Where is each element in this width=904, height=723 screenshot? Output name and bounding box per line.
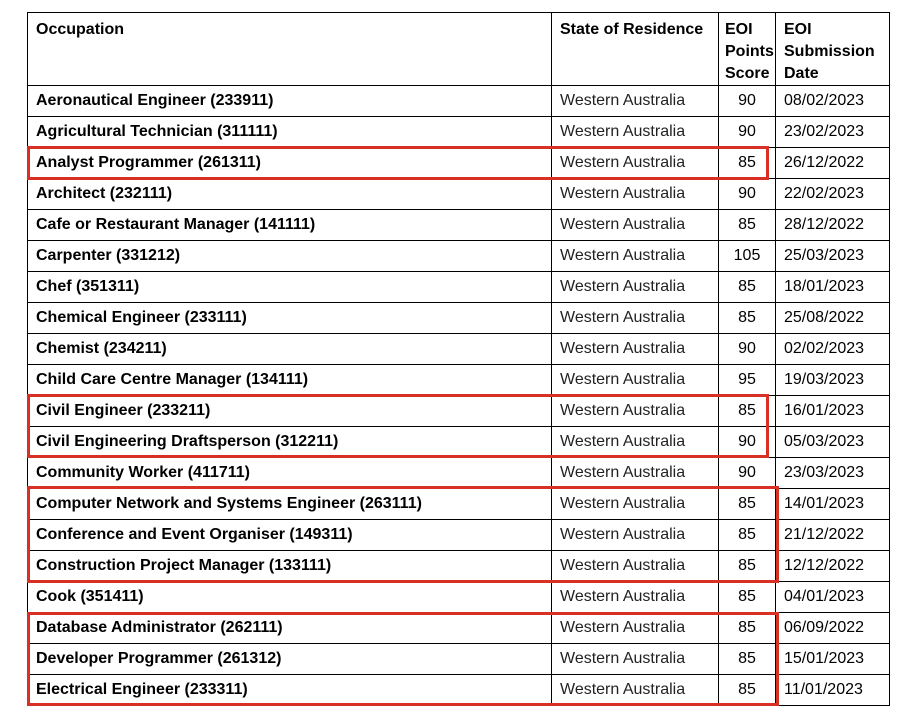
occupation-cell: Cafe or Restaurant Manager (141111) xyxy=(28,210,552,241)
date-cell: 25/08/2022 xyxy=(776,303,890,334)
score-cell: 90 xyxy=(719,334,776,365)
score-cell: 105 xyxy=(719,241,776,272)
table-row xyxy=(28,148,890,179)
date-cell: 11/01/2023 xyxy=(776,675,890,706)
state-cell: Western Australia xyxy=(552,303,719,334)
date-cell: 26/12/2022 xyxy=(776,148,890,179)
date-cell: 23/02/2023 xyxy=(776,117,890,148)
table-row xyxy=(28,582,890,613)
state-cell: Western Australia xyxy=(552,675,719,706)
table-row xyxy=(28,520,890,551)
date-cell: 21/12/2022 xyxy=(776,520,890,551)
occupation-cell: Electrical Engineer (233311) xyxy=(28,675,552,706)
table-row xyxy=(28,551,890,582)
state-cell: Western Australia xyxy=(552,458,719,489)
occupation-cell: Database Administrator (262111) xyxy=(28,613,552,644)
occupation-cell: Conference and Event Organiser (149311) xyxy=(28,520,552,551)
header-eoi-points-score xyxy=(719,13,776,86)
table-row xyxy=(28,86,890,117)
state-cell: Western Australia xyxy=(552,551,719,582)
header-score-line1: EOI xyxy=(725,21,753,38)
date-cell: 02/02/2023 xyxy=(776,334,890,365)
score-cell: 85 xyxy=(719,551,776,582)
table-row xyxy=(28,117,890,148)
occupation-cell: Carpenter (331212) xyxy=(28,241,552,272)
eoi-occupation-table xyxy=(27,12,890,706)
table-row xyxy=(28,613,890,644)
occupation-cell: Architect (232111) xyxy=(28,179,552,210)
score-cell: 85 xyxy=(719,148,776,179)
date-cell: 05/03/2023 xyxy=(776,427,890,458)
state-cell: Western Australia xyxy=(552,272,719,303)
score-cell: 85 xyxy=(719,272,776,303)
score-cell: 85 xyxy=(719,582,776,613)
score-cell: 90 xyxy=(719,458,776,489)
score-cell: 85 xyxy=(719,396,776,427)
date-cell: 14/01/2023 xyxy=(776,489,890,520)
table-row xyxy=(28,241,890,272)
date-cell: 18/01/2023 xyxy=(776,272,890,303)
date-cell: 04/01/2023 xyxy=(776,582,890,613)
state-cell: Western Australia xyxy=(552,520,719,551)
score-cell: 85 xyxy=(719,303,776,334)
state-cell: Western Australia xyxy=(552,613,719,644)
header-state: State of Residence xyxy=(552,13,719,86)
date-cell: 28/12/2022 xyxy=(776,210,890,241)
header-score-line2: Points xyxy=(725,43,774,60)
header-eoi-submission-date xyxy=(776,13,890,86)
header-score-line3: Score xyxy=(725,65,770,82)
occupation-cell: Chef (351311) xyxy=(28,272,552,303)
header-occupation: Occupation xyxy=(28,13,552,86)
state-cell: Western Australia xyxy=(552,334,719,365)
state-cell: Western Australia xyxy=(552,179,719,210)
state-cell: Western Australia xyxy=(552,396,719,427)
occupation-cell: Analyst Programmer (261311) xyxy=(28,148,552,179)
state-cell: Western Australia xyxy=(552,365,719,396)
date-cell: 23/03/2023 xyxy=(776,458,890,489)
score-cell: 90 xyxy=(719,427,776,458)
state-cell: Western Australia xyxy=(552,489,719,520)
table-row xyxy=(28,272,890,303)
table-row xyxy=(28,210,890,241)
table-row xyxy=(28,458,890,489)
occupation-cell: Agricultural Technician (311111) xyxy=(28,117,552,148)
score-cell: 85 xyxy=(719,210,776,241)
date-cell: 12/12/2022 xyxy=(776,551,890,582)
table-row xyxy=(28,489,890,520)
header-date-line2: Submission xyxy=(784,43,875,60)
occupation-cell: Civil Engineer (233211) xyxy=(28,396,552,427)
occupation-cell: Chemist (234211) xyxy=(28,334,552,365)
table-row xyxy=(28,179,890,210)
header-date-line1: EOI xyxy=(784,21,812,38)
state-cell: Western Australia xyxy=(552,86,719,117)
state-cell: Western Australia xyxy=(552,582,719,613)
state-cell: Western Australia xyxy=(552,644,719,675)
occupation-cell: Cook (351411) xyxy=(28,582,552,613)
occupation-cell: Civil Engineering Draftsperson (312211) xyxy=(28,427,552,458)
occupation-cell: Construction Project Manager (133111) xyxy=(28,551,552,582)
occupation-cell: Community Worker (411711) xyxy=(28,458,552,489)
score-cell: 85 xyxy=(719,489,776,520)
date-cell: 15/01/2023 xyxy=(776,644,890,675)
occupation-cell: Computer Network and Systems Engineer (263111) xyxy=(28,489,552,520)
occupation-cell: Aeronautical Engineer (233911) xyxy=(28,86,552,117)
score-cell: 90 xyxy=(719,179,776,210)
occupation-cell: Chemical Engineer (233111) xyxy=(28,303,552,334)
score-cell: 85 xyxy=(719,613,776,644)
table-row xyxy=(28,365,890,396)
table-row xyxy=(28,303,890,334)
score-cell: 85 xyxy=(719,644,776,675)
score-cell: 95 xyxy=(719,365,776,396)
state-cell: Western Australia xyxy=(552,148,719,179)
occupation-cell: Child Care Centre Manager (134111) xyxy=(28,365,552,396)
state-cell: Western Australia xyxy=(552,427,719,458)
date-cell: 06/09/2022 xyxy=(776,613,890,644)
state-cell: Western Australia xyxy=(552,210,719,241)
table-row xyxy=(28,644,890,675)
date-cell: 22/02/2023 xyxy=(776,179,890,210)
score-cell: 90 xyxy=(719,86,776,117)
table-row xyxy=(28,427,890,458)
occupation-cell: Developer Programmer (261312) xyxy=(28,644,552,675)
score-cell: 90 xyxy=(719,117,776,148)
score-cell: 85 xyxy=(719,675,776,706)
date-cell: 19/03/2023 xyxy=(776,365,890,396)
table-row xyxy=(28,396,890,427)
date-cell: 16/01/2023 xyxy=(776,396,890,427)
score-cell: 85 xyxy=(719,520,776,551)
state-cell: Western Australia xyxy=(552,241,719,272)
header-date-line3: Date xyxy=(784,65,819,82)
state-cell: Western Australia xyxy=(552,117,719,148)
table-row xyxy=(28,334,890,365)
date-cell: 25/03/2023 xyxy=(776,241,890,272)
date-cell: 08/02/2023 xyxy=(776,86,890,117)
table-row xyxy=(28,675,890,706)
header-row xyxy=(28,13,890,86)
